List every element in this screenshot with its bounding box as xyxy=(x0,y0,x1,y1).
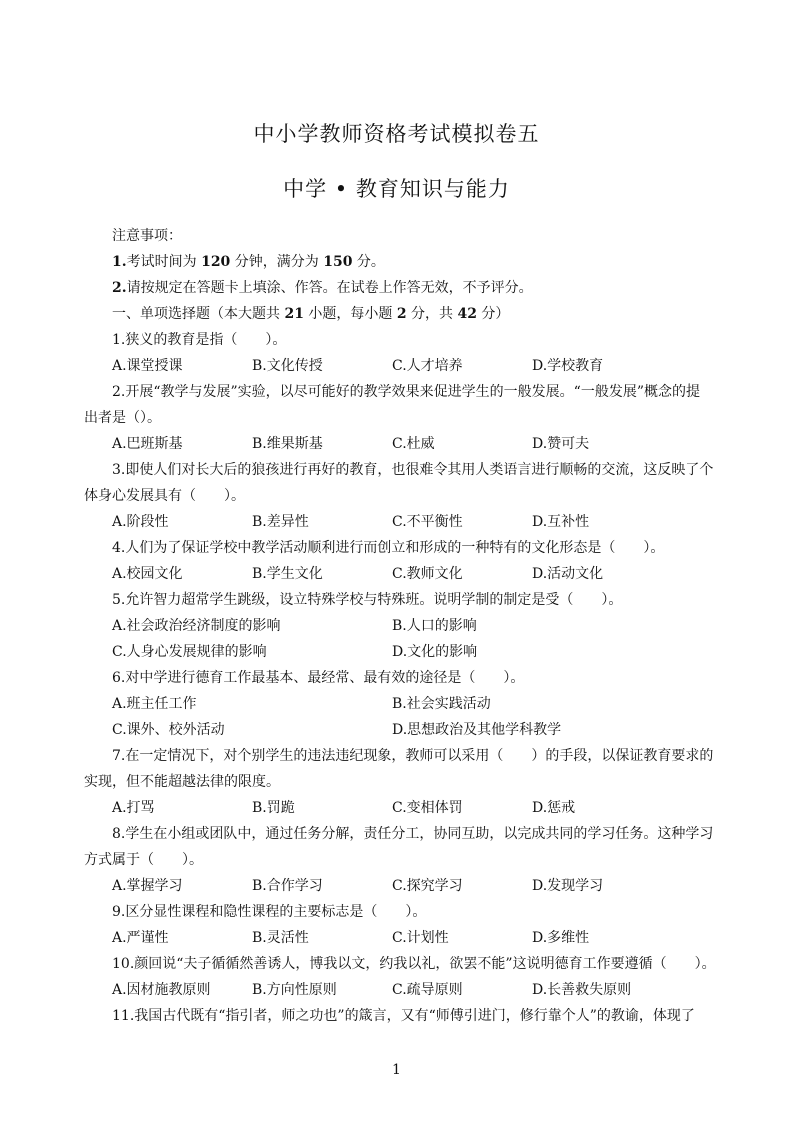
question-stem-cont: 出者是（）。 xyxy=(84,410,161,426)
option-b: B.学生文化 xyxy=(252,566,323,582)
option-d: D.惩戒 xyxy=(532,800,576,816)
option-d: D.思想政治及其他学科教学 xyxy=(392,722,562,738)
option-b: B.罚跪 xyxy=(252,800,295,816)
option-c: C.探究学习 xyxy=(392,878,463,894)
option-a: A.打骂 xyxy=(112,800,155,816)
option-d: D.文化的影响 xyxy=(392,644,478,660)
question-stem-cont: 体身心发展具有（ ）。 xyxy=(84,488,245,504)
option-a: A.校园文化 xyxy=(112,566,183,582)
option-d: D.活动文化 xyxy=(532,566,604,582)
notice-item-2: 2.请按规定在答题卡上填涂、作答。在试卷上作答无效，不予评分。 xyxy=(112,280,533,296)
option-a: A.课堂授课 xyxy=(112,358,183,374)
option-c: C.教师文化 xyxy=(392,566,463,582)
option-d: D.多维性 xyxy=(532,930,590,946)
question-stem: 6.对中学进行德育工作最基本、最经常、最有效的途径是（ ）。 xyxy=(112,670,525,686)
option-b: B.方向性原则 xyxy=(252,982,337,998)
option-a: A.社会政治经济制度的影响 xyxy=(112,618,281,634)
question-stem-cont: 方式属于（ ）。 xyxy=(84,852,203,868)
option-a: A.掌握学习 xyxy=(112,878,183,894)
option-a: A.严谨性 xyxy=(112,930,169,946)
option-c: C.课外、校外活动 xyxy=(112,722,225,738)
question-stem: 11.我国古代既有“指引者，师之功也”的箴言，又有“师傅引进门，修行靠个人”的教谕，体现了 xyxy=(112,1008,695,1024)
exam-title: 中小学教师资格考试模拟卷五 xyxy=(253,122,540,146)
option-a: A.班主任工作 xyxy=(112,696,197,712)
question-stem: 5.允许智力超常学生跳级，设立特殊学校与特殊班。说明学制的制定是受（ ）。 xyxy=(112,592,623,608)
section-heading: 一、单项选择题（本大题共 21 小题，每小题 2 分，共 42 分） xyxy=(112,306,510,322)
option-b: B.文化传授 xyxy=(252,358,323,374)
option-c: C.不平衡性 xyxy=(392,514,463,530)
option-c: C.疏导原则 xyxy=(392,982,463,998)
option-c: C.杜威 xyxy=(392,436,435,452)
option-d: D.长善救失原则 xyxy=(532,982,632,998)
option-b: B.合作学习 xyxy=(252,878,323,894)
option-d: D.发现学习 xyxy=(532,878,604,894)
option-c: C.变相体罚 xyxy=(392,800,463,816)
option-c: C.人才培养 xyxy=(392,358,463,374)
question-stem: 3.即使人们对长大后的狼孩进行再好的教育，也很难令其用人类语言进行顺畅的交流，这反映了个 xyxy=(112,462,714,478)
option-b: B.灵活性 xyxy=(252,930,309,946)
question-stem: 10.颜回说“夫子循循然善诱人，博我以文，约我以礼，欲罢不能”这说明德育工作要遵循（ ）。 xyxy=(112,956,716,972)
exam-subtitle: 中学 • 教育知识与能力 xyxy=(283,177,510,201)
question-stem: 9.区分显性课程和隐性课程的主要标志是（ ）。 xyxy=(112,904,427,920)
option-c: C.计划性 xyxy=(392,930,449,946)
option-b: B.人口的影响 xyxy=(392,618,477,634)
option-b: B.差异性 xyxy=(252,514,309,530)
option-b: B.社会实践活动 xyxy=(392,696,491,712)
question-stem: 8.学生在小组或团队中，通过任务分解，责任分工，协同互助，以完成共同的学习任务。这种学习 xyxy=(112,826,714,842)
option-a: A.阶段性 xyxy=(112,514,169,530)
option-d: D.互补性 xyxy=(532,514,590,530)
question-stem-cont: 实现，但不能超越法律的限度。 xyxy=(84,774,280,790)
notice-heading: 注意事项： xyxy=(112,228,182,244)
question-stem: 4.人们为了保证学校中教学活动顺利进行而创立和形成的一种特有的文化形态是（ ）。 xyxy=(112,540,665,556)
question-stem: 2.开展“教学与发展”实验，以尽可能好的教学效果来促进学生的一般发展。“一般发展”概念的提 xyxy=(112,384,700,400)
option-b: B.维果斯基 xyxy=(252,436,323,452)
option-d: D.赞可夫 xyxy=(532,436,590,452)
option-c: C.人身心发展规律的影响 xyxy=(112,644,267,660)
option-d: D.学校教育 xyxy=(532,358,604,374)
option-a: A.因材施教原则 xyxy=(112,982,211,998)
option-a: A.巴班斯基 xyxy=(112,436,183,452)
notice-item-1: 1.考试时间为 120 分钟，满分为 150 分。 xyxy=(112,254,385,270)
question-stem: 7.在一定情况下，对个别学生的违法违纪现象，教师可以采用（ ）的手段，以保证教育要求的 xyxy=(112,748,714,764)
question-stem: 1.狭义的教育是指（ ）。 xyxy=(112,332,287,348)
page-number: 1 xyxy=(392,1062,401,1078)
